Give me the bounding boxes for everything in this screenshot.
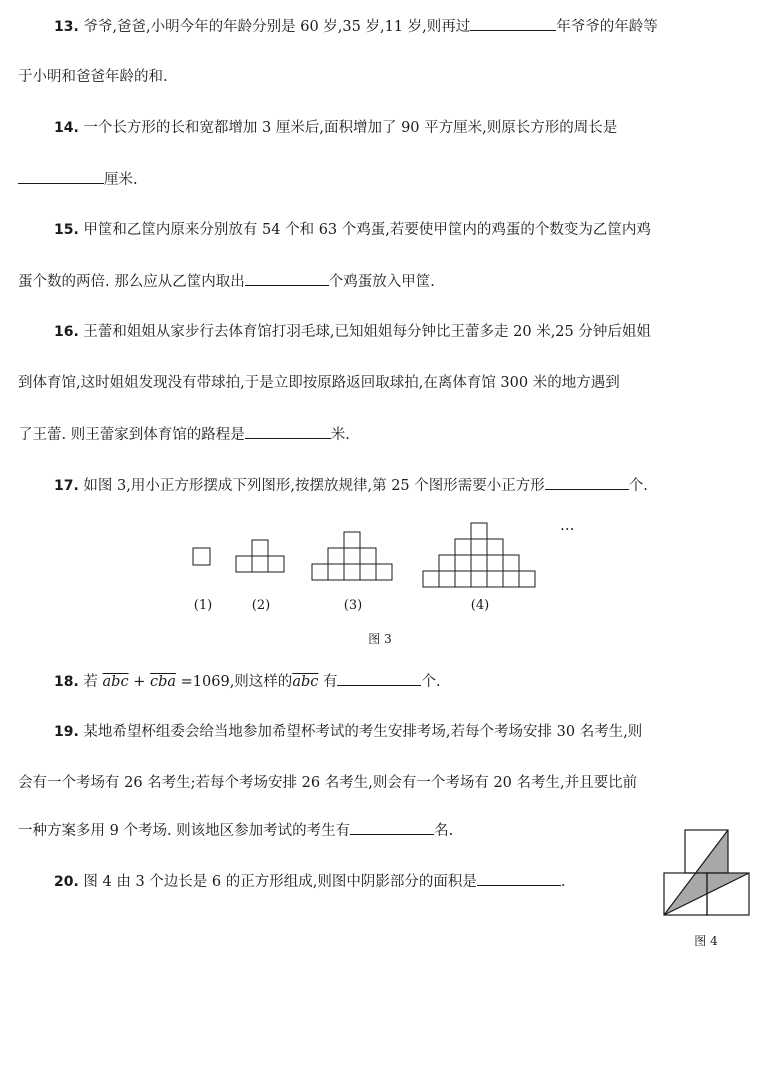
q18-answer-blank[interactable] [337, 670, 421, 686]
q16-text-end: 米. [330, 427, 350, 443]
q19-text-end: 名. [434, 823, 454, 839]
q14-answer-blank[interactable] [18, 168, 104, 184]
fig4-caption: 图 4 [694, 934, 718, 948]
q14-text: 一个长方形的长和宽都增加 3 厘米后,面积增加了 90 平方厘米,则原长方形的周长是 [83, 120, 618, 136]
q16-text: 王蕾和姐姐从家步行去体育馆打羽毛球,已知姐姐每分钟比王蕾多走 20 米,25 分钟后姐姐 [83, 324, 651, 340]
pattern-2 [236, 540, 284, 572]
q16-answer-blank[interactable] [245, 423, 331, 439]
q19-answer-blank[interactable] [350, 819, 434, 835]
q19-text: 某地希望杯组委会给当地参加希望杯考试的考生安排考场,若每个考场安排 30 名考生,则 [83, 724, 643, 740]
q17-text-end: 个. [628, 478, 648, 494]
q14-text-end: 厘米. [104, 172, 138, 188]
q18-text: 若 [83, 674, 98, 690]
q17-line1 [54, 474, 648, 497]
fig3-label-2: (2) [251, 598, 271, 613]
q18-text-cont: =1069,则这样的 [180, 674, 293, 690]
q18-overline-abc: $\overline{abc}$ [102, 674, 129, 690]
q19-text-cont2: 一种方案多用 9 个考场. 则该地区参加考试的考生有 [18, 823, 351, 839]
q16-number: 16. [54, 324, 79, 340]
pattern-3 [312, 532, 392, 580]
q19-line1 [54, 721, 642, 743]
q13-text-end: 于小明和爸爸年龄的和. [18, 69, 168, 85]
q19-text-cont: 会有一个考场有 26 名考生;若每个考场安排 26 名考生,则会有一个考场有 20 名考生,并且要比前 [18, 775, 638, 791]
q15-text-end: 个鸡蛋放入甲筐. [328, 274, 435, 290]
q19-line2 [18, 772, 637, 794]
q14-line1 [54, 117, 617, 139]
figure-3-square-patterns [180, 515, 600, 595]
pattern-4 [423, 523, 535, 587]
fig3-label-1: (1) [193, 598, 213, 613]
q15-answer-blank[interactable] [245, 270, 329, 286]
q16-line1 [54, 321, 651, 343]
q13-number: 13. [54, 19, 79, 35]
figure-4-three-squares [660, 826, 752, 918]
fig3-label-4: (4) [470, 598, 490, 613]
q18-line1 [54, 670, 441, 693]
q18-overline-cba: $\overline{cba}$ [149, 674, 177, 690]
q13-answer-blank[interactable] [470, 15, 556, 31]
q13-line1 [54, 15, 658, 38]
q20-line1 [54, 870, 565, 893]
pattern-1 [193, 548, 210, 565]
q15-line1 [54, 219, 651, 241]
q13-text-cont: 年爷爷的年龄等 [556, 19, 658, 35]
q17-text: 如图 3,用小正方形摆成下列图形,按摆放规律,第 25 个图形需要小正方形 [83, 478, 545, 494]
q14-line2 [18, 168, 138, 191]
q20-answer-blank[interactable] [477, 870, 561, 886]
q13-line2 [18, 66, 168, 88]
q20-number: 20. [54, 874, 79, 890]
q15-line2 [18, 270, 435, 293]
fig3-caption: 图 3 [368, 632, 392, 646]
q18-text-cont2: 有 [322, 674, 338, 690]
fig3-label-3: (3) [343, 598, 363, 613]
q15-text: 甲筐和乙筐内原来分别放有 54 个和 63 个鸡蛋,若要使甲筐内的鸡蛋的个数变为乙筐内鸡 [83, 222, 651, 238]
q14-number: 14. [54, 120, 79, 136]
q17-number: 17. [54, 478, 79, 494]
q16-line2 [18, 372, 620, 394]
q18-number: 18. [54, 674, 79, 690]
q16-line3 [18, 423, 350, 446]
q16-text-cont: 到体育馆,这时姐姐发现没有带球拍,于是立即按原路返回取球拍,在离体育馆 300 米的地方遇到 [18, 375, 620, 391]
q18-overline-abc2: $\overline{abc}$ [292, 674, 319, 690]
q15-text-cont: 蛋个数的两倍. 那么应从乙筐内取出 [18, 274, 245, 290]
q15-number: 15. [54, 222, 79, 238]
q19-line3 [18, 819, 453, 842]
q16-text-cont2: 了王蕾. 则王蕾家到体育馆的路程是 [18, 427, 245, 443]
q13-text: 爷爷,爸爸,小明今年的年龄分别是 60 岁,35 岁,11 岁,则再过 [83, 19, 471, 35]
q18-text-end: 个. [421, 674, 441, 690]
q20-text: 图 4 由 3 个边长是 6 的正方形组成,则图中阴影部分的面积是 [83, 874, 477, 890]
q20-text-end: . [560, 874, 566, 890]
q18-plus: + [133, 674, 146, 690]
fig3-ellipsis: … [560, 518, 575, 534]
q17-answer-blank[interactable] [545, 474, 629, 490]
q19-number: 19. [54, 724, 79, 740]
